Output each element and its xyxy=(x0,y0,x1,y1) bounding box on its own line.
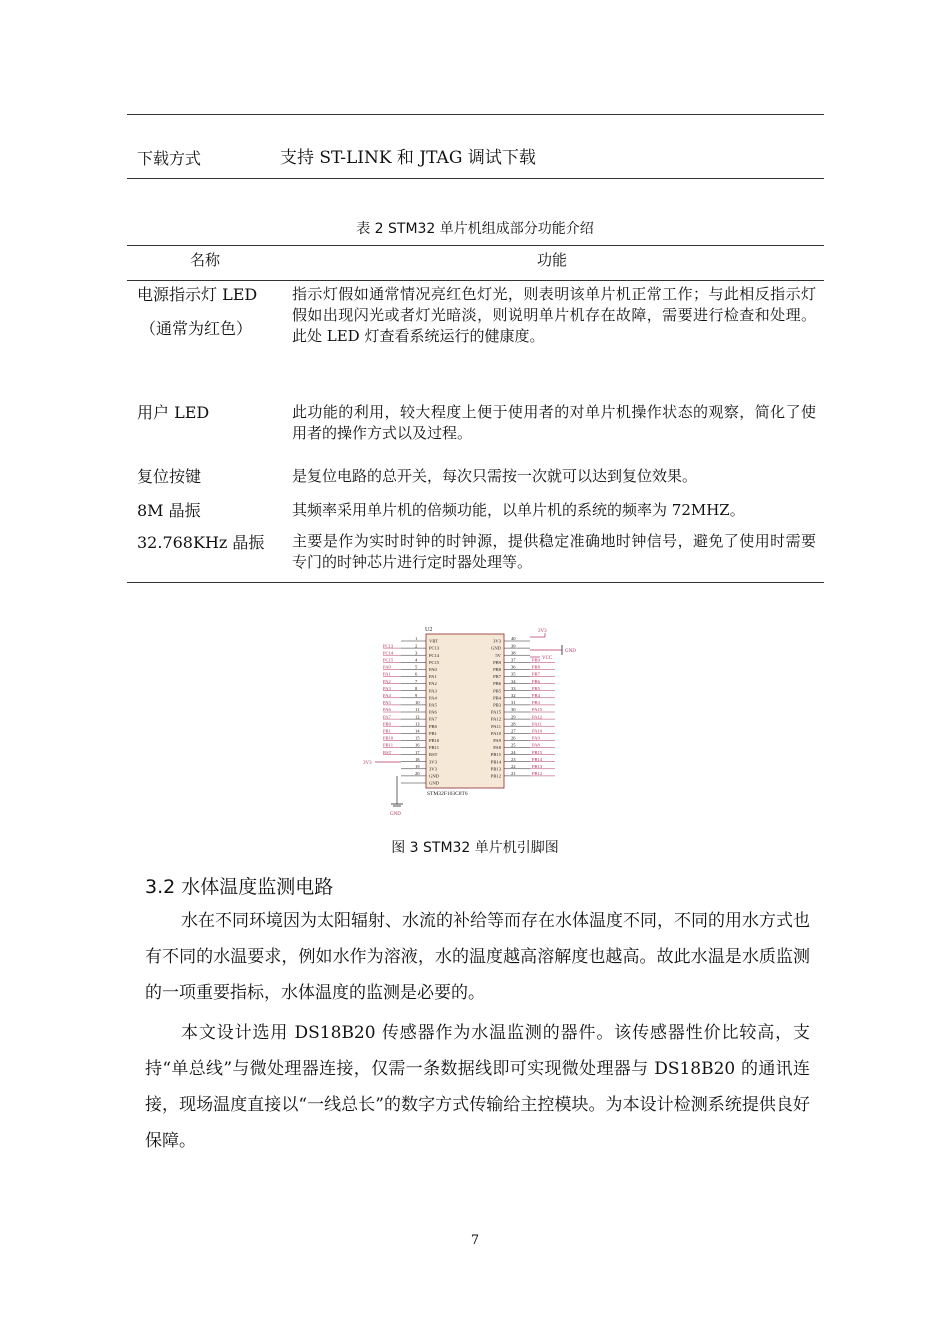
right-net-label: PB4 xyxy=(532,693,540,698)
right-pin-name: PB15 xyxy=(490,752,501,758)
left-pin-number: 17 xyxy=(415,749,420,755)
left-pin-name: 3V3 xyxy=(429,759,437,765)
top-table-name: 下载方式 xyxy=(137,149,202,168)
gnd-bottom-label: GND xyxy=(390,812,401,817)
right-pin-name: 5V xyxy=(495,652,501,658)
right-pin-number: 32 xyxy=(511,693,516,698)
section-heading: 3.2 水体温度监测电路 xyxy=(145,876,334,898)
left-pin-number: 8 xyxy=(415,685,418,691)
right-pin-number: 35 xyxy=(511,671,516,677)
table2-header-function: 功能 xyxy=(537,251,568,269)
top-table-rule-bottom xyxy=(127,178,824,179)
right-pin-number: 28 xyxy=(511,721,516,727)
vcc-label: VCC xyxy=(542,656,553,661)
left-pin-number: 3 xyxy=(415,650,418,656)
right-net-label: PB13 xyxy=(532,764,543,769)
left-pin-number: 15 xyxy=(415,735,420,741)
left-pin-name: PA1 xyxy=(429,674,437,680)
right-net-label: PB14 xyxy=(532,756,543,762)
left-net-label: PB11 xyxy=(383,742,394,748)
right-pin-name: PB7 xyxy=(493,674,501,680)
right-pin-number: 40 xyxy=(511,636,516,642)
left-net-label: PB10 xyxy=(383,735,394,741)
chip-part-label: STM32F103C8T6 xyxy=(427,791,468,797)
left-net-label: PA7 xyxy=(383,714,391,720)
right-net-label: PB15 xyxy=(532,749,543,755)
right-pin-number: 21 xyxy=(511,771,516,777)
left-pin-name: VBT xyxy=(429,638,439,644)
left-pin-number: 7 xyxy=(415,678,418,684)
left-pin-number: 16 xyxy=(415,742,420,748)
left-pin-number: 13 xyxy=(415,721,420,727)
table2-row2-name: 用户 LED xyxy=(137,403,210,422)
left-pin-number: 14 xyxy=(415,728,420,734)
right-pin-number: 29 xyxy=(511,714,516,720)
right-pin-number: 33 xyxy=(511,685,516,691)
stm32-pinout-schematic xyxy=(355,622,595,822)
table2-rule-header xyxy=(127,280,824,281)
right-pin-number: 31 xyxy=(511,700,516,706)
section-paragraph-2: 本文设计选用 DS18B20 传感器作为水温监测的器件。该传感器性价比较高，支持“单总线”与微处理器连接，仅需一条数据线即可实现微处理器与 DS18B20 的通讯连接，现场温度直接以“一线总长”的数字方式传输给主控模块。为本设计检测系统提供良好保障。 xyxy=(145,1023,810,1151)
table2-header-name: 名称 xyxy=(190,251,221,269)
left-net-label: PA0 xyxy=(383,664,391,670)
left-pin-number: 10 xyxy=(415,700,420,706)
left-pin-name: PA6 xyxy=(429,709,437,715)
left-pin-number: 5 xyxy=(415,664,418,670)
table2-row3-name: 复位按键 xyxy=(137,467,202,486)
left-pin-number: 20 xyxy=(415,771,420,777)
right-net-label: PB5 xyxy=(532,685,540,691)
left-pin-name: RST xyxy=(429,752,438,758)
left-pin-name: PB1 xyxy=(429,730,437,736)
right-pin-name: PB6 xyxy=(493,681,501,687)
left-pin-number: 6 xyxy=(415,671,418,677)
page-number: 7 xyxy=(470,1233,480,1248)
right-net-label: PA15 xyxy=(532,707,543,713)
left-net-label: PA6 xyxy=(383,707,391,713)
left-pin-name: PA2 xyxy=(429,681,437,687)
right-pin-number: 22 xyxy=(511,764,516,769)
right-pin-name: PA12 xyxy=(490,716,501,722)
left-pin-name: PC13 xyxy=(429,645,440,651)
table2-row3-desc: 是复位电路的总开关，每次只需按一次就可以达到复位效果。 xyxy=(292,467,698,485)
left-pin-name: PC15 xyxy=(429,659,440,665)
right-net-label: PB7 xyxy=(532,671,540,677)
left-net-label: PB1 xyxy=(383,728,391,734)
right-pin-name: PB3 xyxy=(493,702,501,708)
right-net-label: PB3 xyxy=(532,700,540,706)
left-pin-name: PA7 xyxy=(429,716,437,722)
table2-caption: 表 2 STM32 单片机组成部分功能介绍 xyxy=(356,221,594,237)
left-net-label: PA5 xyxy=(383,700,391,706)
section-paragraph-1: 水在不同环境因为太阳辐射、水流的补给等而存在水体温度不同，不同的用水方式也有不同的水温要求，例如水作为溶液，水的温度越高溶解度也越高。故此水温是水质监测的一项重要指标，水体温度的监测是必要的。 xyxy=(145,911,810,1003)
left-pin-name: 3V3 xyxy=(429,766,437,772)
left-net-label: PA3 xyxy=(383,685,391,691)
right-pin-name: 3V3 xyxy=(493,638,501,644)
left-pin-name: PB11 xyxy=(429,745,440,751)
right-pin-number: 27 xyxy=(511,728,516,734)
left-net-label: PC14 xyxy=(383,650,394,656)
right-pin-name: PA9 xyxy=(493,738,501,743)
right-pin-number: 34 xyxy=(511,678,516,684)
right-net-label: PA11 xyxy=(532,721,542,727)
left-pin-number: 18 xyxy=(415,756,420,762)
top-table-value: 支持 ST-LINK 和 JTAG 调试下载 xyxy=(280,148,536,168)
table2-row4-desc: 其频率采用单片机的倍频功能，以单片机的系统的频率为 72MHZ。 xyxy=(292,501,745,519)
right-pin-name: PA8 xyxy=(493,745,501,751)
table2-rule-bottom xyxy=(127,582,824,583)
right-pin-number: 37 xyxy=(511,657,516,663)
table2-rule-top xyxy=(127,245,824,246)
table2-row5-desc: 主要是作为实时时钟的时钟源，提供稳定准确地时钟信号，避免了使用时需要专门的时钟芯片进行定时器处理等。 xyxy=(292,532,816,571)
left-pin-name: PA5 xyxy=(429,702,437,708)
table2-row4-name: 8M 晶振 xyxy=(137,501,201,520)
left-pin-name: PB0 xyxy=(429,723,437,729)
left-pin-number: 12 xyxy=(415,714,420,720)
left-net-label: PB0 xyxy=(383,721,391,727)
left-net-label: RST xyxy=(383,749,392,755)
gnd-right-label: GND xyxy=(565,649,576,654)
right-pin-name: PB9 xyxy=(493,659,501,665)
left-pin-number: 2 xyxy=(415,643,418,649)
right-pin-name: PB4 xyxy=(493,695,501,701)
table2-row1-desc: 指示灯假如通常情况亮红色灯光，则表明该单片机正常工作；与此相反指示灯假如出现闪光或者灯光暗淡，则说明单片机存在故障，需要进行检查和处理。此处 LED 灯查看系统运行的健康度。 xyxy=(292,285,816,345)
left-pin-name: GND xyxy=(429,780,439,786)
table2-row1-name: 电源指示灯 LED xyxy=(137,285,258,304)
right-pin-number: 30 xyxy=(511,707,516,713)
right-pin-number: 23 xyxy=(511,756,516,762)
3v3-top-label: 3V3 xyxy=(538,629,547,634)
left-pin-number: 9 xyxy=(415,693,418,698)
right-pin-number: 24 xyxy=(511,749,516,755)
right-pin-name: PB14 xyxy=(490,759,501,765)
left-pin-number: 1 xyxy=(415,636,418,642)
right-pin-name: GND xyxy=(491,645,501,651)
left-pin-name: GND xyxy=(429,773,439,779)
right-pin-number: 25 xyxy=(511,742,516,748)
right-pin-name: PB5 xyxy=(493,688,501,694)
right-pin-name: PA10 xyxy=(490,730,501,736)
left-net-label: PC15 xyxy=(383,657,394,663)
left-pin-name: PC14 xyxy=(429,652,440,658)
left-pin-name: PA0 xyxy=(429,667,437,672)
table2-row1-name-note: （通常为红色） xyxy=(140,319,253,338)
right-pin-name: PA11 xyxy=(491,723,501,729)
right-pin-name: PB12 xyxy=(490,773,501,779)
right-net-label: PA8 xyxy=(532,742,540,748)
chip-ref-label: U2 xyxy=(425,627,433,633)
right-pin-number: 26 xyxy=(511,735,516,741)
right-net-label: PA9 xyxy=(532,735,540,741)
right-pin-number: 39 xyxy=(511,643,516,649)
right-net-label: PB8 xyxy=(532,664,540,670)
right-net-label: PB6 xyxy=(532,678,540,684)
right-net-label: PA10 xyxy=(532,728,543,734)
left-net-label: PA1 xyxy=(383,671,391,677)
left-pin-name: PB10 xyxy=(429,738,440,743)
left-net-label: PC13 xyxy=(383,643,394,649)
left-pin-number: 19 xyxy=(415,764,420,769)
left-pin-number: 11 xyxy=(415,707,420,713)
right-pin-name: PB8 xyxy=(493,667,501,672)
table2-row2-desc: 此功能的利用，较大程度上便于使用者的对单片机操作状态的观察，简化了使用者的操作方式以及过程。 xyxy=(292,403,816,442)
right-pin-number: 36 xyxy=(511,664,516,670)
table2-row5-name: 32.768KHz 晶振 xyxy=(137,533,265,552)
left-pin-name: PA3 xyxy=(429,688,437,694)
left-net-label: PA4 xyxy=(383,693,391,698)
right-pin-number: 38 xyxy=(511,650,516,656)
right-pin-name: PB13 xyxy=(490,766,501,772)
left-net-label: PA2 xyxy=(383,678,391,684)
right-net-label: PB9 xyxy=(532,657,540,663)
top-table-rule-top xyxy=(127,114,824,115)
3v3-left-label: 3V3 xyxy=(363,761,372,766)
right-net-label: PB12 xyxy=(532,771,543,777)
right-pin-name: PA15 xyxy=(490,709,501,715)
left-pin-name: PA4 xyxy=(429,695,437,701)
right-net-label: PA12 xyxy=(532,714,543,720)
left-pin-number: 4 xyxy=(415,657,418,663)
figure3-caption: 图 3 STM32 单片机引脚图 xyxy=(391,840,559,856)
